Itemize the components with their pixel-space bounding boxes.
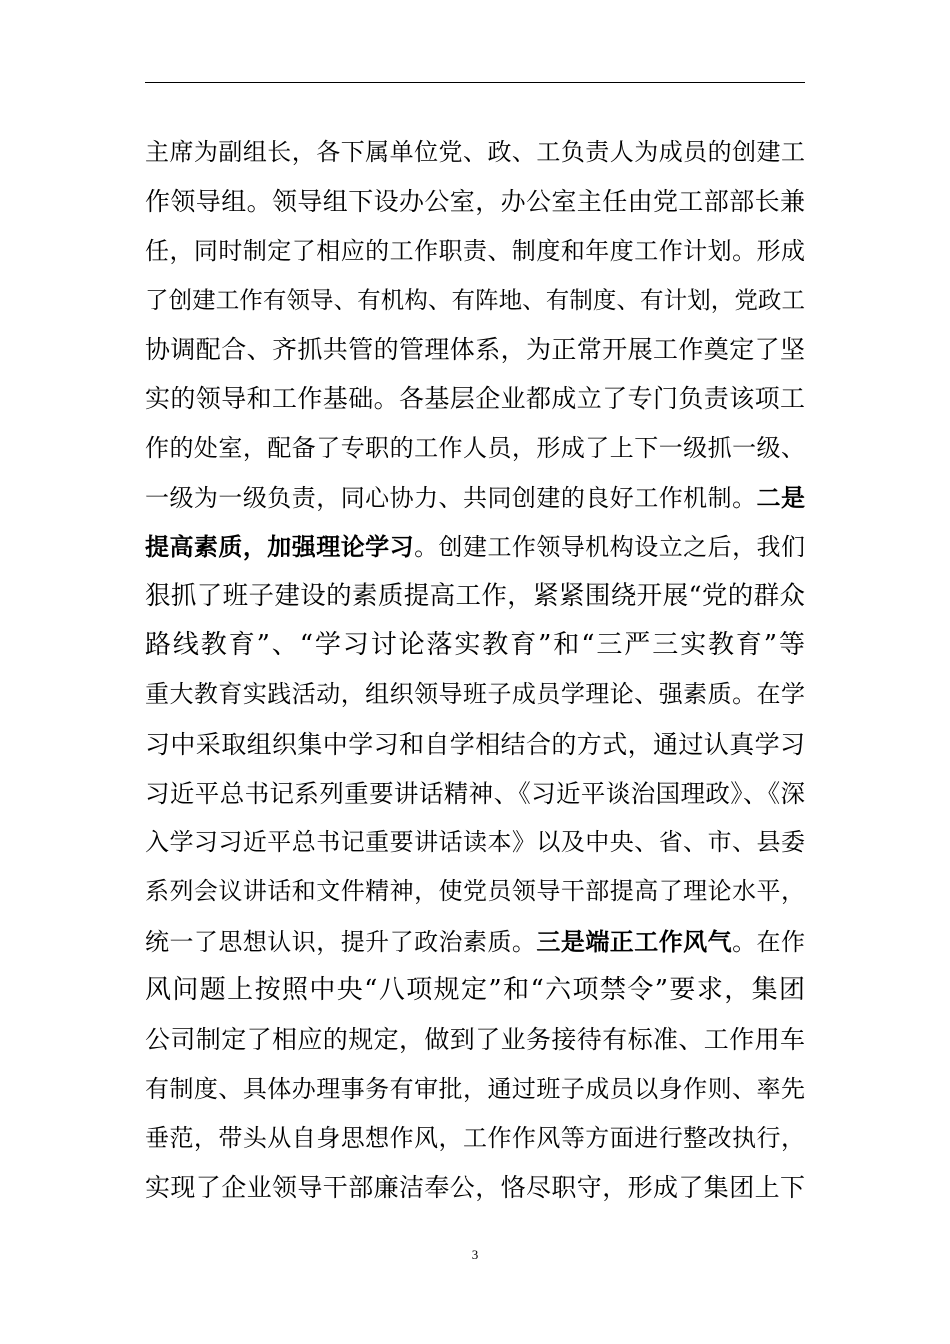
text-line	[145, 917, 805, 966]
text-line	[145, 325, 805, 374]
text-line	[145, 818, 805, 867]
text-line	[145, 128, 805, 177]
text-segment: 入学习习近平总书记重要讲话读本》以及中央、省、市、县委	[145, 828, 805, 857]
text-segment: 一级为一级负责，同心协力、共同创建的良好工作机制。	[145, 484, 757, 513]
text-segment: 统一了思想认识，提升了政治素质。	[145, 927, 537, 956]
text-line	[145, 227, 805, 276]
text-line	[145, 966, 805, 1015]
text-line	[145, 374, 805, 423]
text-line	[145, 867, 805, 916]
text-line	[145, 572, 805, 621]
text-segment: 协调配合、齐抓共管的管理体系，为正常开展工作奠定了坚	[145, 335, 805, 365]
text-line	[145, 670, 805, 719]
text-line	[145, 1114, 805, 1163]
text-line	[145, 473, 805, 522]
bold-text-segment: 二是	[756, 483, 806, 513]
text-line	[145, 424, 805, 473]
text-segment: 风问题上按照中央“八项规定”和“六项禁令”要求，集团	[145, 975, 805, 1006]
text-line	[145, 769, 805, 818]
text-line	[145, 1015, 805, 1064]
text-segment: 任，同时制定了相应的工作职责、制度和年度工作计划。形成	[145, 236, 805, 265]
text-segment: 实现了企业领导干部廉洁奉公，恪尽职守，形成了集团上下	[145, 1173, 805, 1203]
text-line	[145, 522, 805, 571]
text-segment: 路线教育”、“学习讨论落实教育”和“三严三实教育”等	[145, 629, 805, 660]
text-segment: 。创建工作领导机构设立之后，我们	[414, 533, 806, 562]
text-line	[145, 276, 805, 325]
text-line	[145, 621, 805, 670]
text-segment: 。在作	[732, 927, 806, 956]
text-segment: 有制度、具体办理事务有审批，通过班子成员以身作则、率先	[145, 1074, 805, 1103]
bold-text-segment: 提高素质，加强理论学习	[145, 532, 415, 562]
text-line	[145, 720, 805, 769]
text-segment: 重大教育实践活动，组织领导班子成员学理论、强素质。在学	[145, 680, 805, 709]
text-line	[145, 177, 805, 226]
text-segment: 了创建工作有领导、有机构、有阵地、有制度、有计划，党政工	[145, 285, 805, 314]
text-line	[145, 1163, 805, 1212]
text-segment: 垂范，带头从自身思想作风，工作作风等方面进行整改执行，	[145, 1123, 805, 1152]
text-segment: 习中采取组织集中学习和自学相结合的方式，通过认真学习	[145, 729, 805, 759]
text-line	[145, 1065, 805, 1114]
text-segment: 实的领导和工作基础。各基层企业都成立了专门负责该项工	[145, 384, 805, 414]
text-segment: 作的处室，配备了专职的工作人员，形成了上下一级抓一级、	[145, 433, 805, 462]
body-text	[145, 128, 805, 1213]
bold-text-segment: 三是端正工作风气	[536, 926, 733, 956]
text-segment: 作领导组。领导组下设办公室，办公室主任由党工部部长兼	[145, 187, 805, 217]
text-segment: 系列会议讲话和文件精神，使党员领导干部提高了理论水平，	[145, 877, 805, 906]
header-rule	[145, 82, 805, 83]
page-number: 3	[471, 1247, 479, 1262]
text-segment: 习近平总书记系列重要讲话精神、《习近平谈治国理政》、《深	[145, 778, 805, 808]
text-segment: 公司制定了相应的规定，做到了业务接待有标准、工作用车	[145, 1025, 805, 1055]
text-segment: 狠抓了班子建设的素质提高工作，紧紧围绕开展“党的群众	[145, 580, 805, 611]
text-segment: 主席为副组长，各下属单位党、政、工负责人为成员的创建工	[145, 138, 805, 166]
